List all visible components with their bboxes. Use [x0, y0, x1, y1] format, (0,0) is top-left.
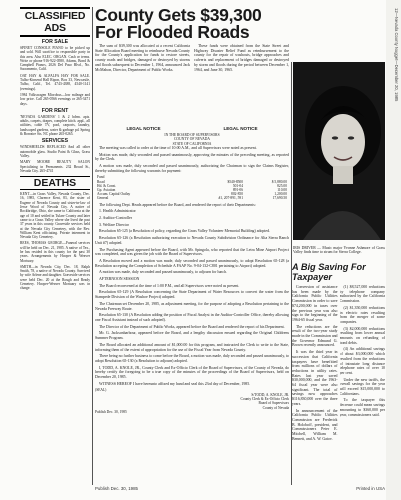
board-header: IN THE BOARD OF SUPERVISORS	[164, 133, 220, 137]
fund-cell: Gp. Aviation	[97, 188, 116, 193]
taxpayer-headline: A Big Saving For Taxpayer	[292, 262, 366, 282]
main-story-col2	[194, 44, 289, 122]
story-paragraph: These funds were obtained from the State Street and Highway Disaster Relief Fund as reimbursement to the county for the repair of washouts, bridge approaches and culverts and replacement of bridges damaged or destroyed by storm and floods during the period between December 1, 1964, and June 30, 1965.	[194, 44, 289, 72]
services-header: SERVICES	[41, 138, 69, 145]
signature-title: County Clerk & Ex-Officio Clerk	[240, 397, 289, 402]
main-story-col1	[95, 44, 190, 122]
legal-paragraph: The Chairman set December 20, 1985, as adjustment meeting, for the purpose of adopting a Resolution pertaining to the Nevada Freeway Route.	[95, 301, 289, 311]
legal-paragraph: The Board reconvened at the time of 1:00 P.M., and all Supervisors were noted as present.	[99, 283, 240, 288]
classified-ad: 1984 Volkswagen Microbus—low mileage and low price. Call 265-0566 evenings or 265-3471 days.	[20, 92, 90, 106]
legal-paragraph: I, TODD, A. KNOLE, JR., County Clerk and Ex-Officio Clerk of the Board of Supervisors, of the County of Nevada, do hereby certify the foregoing to be a true copy of the minutes of the proceedings of the Board of Supervisors, held on December 20, 1985.	[95, 365, 289, 380]
fund-cell: 17,690.50	[272, 196, 287, 201]
legal-paragraph: A Resolution moved and a motion was made, duly seconded and passed unanimously, to adopt Resolution 65-128 (a Resolution accepting the Completion of Schedule A FAAP No. 9-04-132-C801 pertaining to Airport) adopted.	[95, 258, 289, 268]
classified-ads-title: CLASSIFIED ADS	[20, 7, 90, 37]
legal-paragraphs	[95, 203, 289, 387]
death-notice: KENT—in Grass Valley, Nevada County, Dec. 16, 1985, Clarence Kent, 83, the sister of Eugene of Nevada County and sister-in-law of Jesse Wood of Nevada City. A native of Rockbridge, Ohio, she came to California at the age of 10 and settled in Tulare County and later came to a Grass Valley where she lived the past 37 years in this county. Graveside services held at the Nevada City Cemetery, with the Rev. William Kent officiating. Private interment in Nevada City Cemetery.	[20, 192, 90, 240]
fund-row	[95, 196, 289, 200]
classified-ad: OAT HAY & ALFALFA HAY FOR SALE. Tulbo-Kinsend Hall Ripon, Box 33, Newcastle, Tulbo, Calif., Tel. 4743-4388, 4540-1141 (evenings).	[20, 73, 90, 91]
fund-label: Fund	[97, 175, 105, 180]
legal-notice-header-left: LEGAL NOTICE	[126, 126, 161, 131]
taxpayer-col1	[292, 285, 338, 485]
legal-paragraph: The Purchasing Agent appeared before the Board, with Mr. Spingola, who reported that the Letra Mine Airport Project was completed, and was given the job with the Board of Supervisors.	[95, 247, 289, 257]
classified-ad: SPINET CONSOLE PIANO to be picked up and sold. Will sacrifice to responsible party in this area. Also ELEC. ORGAN. Cash or terms. Write or phone 916-922-0580, Adams, Bond & Campbell Pianos, 2026 Del Paso Blvd., No. Sacramento, Calif.	[20, 46, 90, 72]
fund-cell: Road	[97, 179, 105, 184]
legal-paragraph: Motion was made, duly seconded and passed unanimously, approving the minutes of the preceding meeting, as reported by the Clerk.	[95, 152, 289, 162]
legal-notice-headers	[95, 126, 289, 131]
fund-cell: 501-04	[232, 183, 244, 188]
classifieds-column	[20, 7, 90, 485]
legal-paragraph: A motion was made, duly seconded and passed unanimously, authorizing the Chairman to sign the Claims Register, thereby submitting the following warrants for payment:	[95, 164, 289, 173]
death-notice: REES, THOMAS GEORGE—Funeral services will be held on Dec. 21, 1985. A native of Tex., he has resided in this county for the past 30 years. Arrangements by Hooper & Weaver Mortuary.	[20, 241, 90, 263]
legal-paragraph: 2. Auditor-Controller	[99, 216, 132, 221]
fund-cell: 891-06	[232, 188, 244, 193]
fund-cell: 802-850	[231, 192, 244, 197]
taxpayer-paragraph: The reductions are the result of the two-year study made in the Commission and the Governor Edmund G. Brown recently announced.	[292, 324, 338, 348]
legal-paragraph: 3. Welfare Director	[99, 222, 129, 227]
legal-paragraph: WITNESS HEREOF I have hereunto affixed my hand and seal this 23rd day of December, 1985.	[99, 381, 251, 386]
taxpayer-paragraph: (1) $8,527,000 reductions by telephone company authorized by the California Commission.	[339, 285, 385, 304]
fund-cell: Accum. Capital Outlay	[97, 192, 131, 197]
legal-paragraph: There being no further business to come before the Board, a motion was made, duly seconded and passed unanimously, to adopt Resolution 65-130 (a Resolution to adjourn) adopted.	[95, 354, 289, 363]
legal-paragraph: The following Dept. Heads appeared before the Board, and rendered the report of their Departments:	[99, 202, 256, 207]
classified-ad: WINDSHIELDS REPLACED And all other automobile glass. Studio Paint & Glass, Grass Valley.	[20, 145, 90, 158]
fund-cell: #1, 207-891, 591	[218, 196, 244, 201]
column-divider	[92, 7, 93, 485]
main-headline-line2: For Flooded Roads	[95, 22, 250, 42]
signature-name: S/TODD, A. KNOLE, JR.	[251, 392, 289, 397]
story-paragraph: The sum of $39,300 was allocated at a recent California State Allocation Board meeting to reimburse Nevada County for the County's application for funds to restore streets, county roads and bridges, damaged or destroyed by storms and floods subsequent to December 1, 1964, announced Jack McMahon, Director, Department of Public Works.	[95, 44, 190, 72]
taxpayer-paragraph: It was the third year in succession that California taxpayers have benefitted from millions of dollars of reductions in utility rates. Rates last year saved $30,000,000, and the 1963-64 fiscal year were also significant. The total of savings now approaches $116,830,000 over the three years.	[292, 350, 338, 406]
fund-cell: 110.00	[277, 188, 287, 193]
legal-seal: (SEAL)	[95, 388, 107, 393]
taxpayer-paragraph: (2) $1,350,000 reductions in electric rates resulting from the merger of some companies.	[339, 305, 385, 324]
portrait-image	[293, 62, 385, 240]
photo-caption: IRIS DRIVER — Music major Yvonne Ashmore of Grass Valley finds time to strum for Sierra College.	[293, 245, 385, 255]
legal-paragraph: Resolution 65-130 (A Resolution adding the position of Fiscal Analyst in the Auditor-Controller Office, thereby allowing one Fiscal Assistant instead of such adopted).	[95, 313, 289, 322]
deaths-title: DEATHS	[20, 176, 90, 190]
legal-paragraph: The meeting was called to order at the time of 10:00 A.M., and all Supervisors were noted as present.	[99, 145, 257, 150]
fund-cell: 1,200.00	[274, 192, 287, 197]
classified-ad: 'NEVADA GARDENS' 1 & 2 bdrm. apts. adults, carpets, drapes, complete kitch. appl., all utilities, cable TV, pool, carports, laundry, landscaped gardens, water & garbage pd. Spring & Boreaire Sts. NC phone 265-0265.	[20, 114, 90, 137]
taxpayer-paragraph: To the taxpayer this decrease could mean savings amounting to $360,000 per year, commissioners said.	[339, 398, 385, 417]
classified-ad: MARY MOORE BEAUTY SALON Specializing in Permanents. 232 Broad St., Nevada City. 265-4741	[20, 160, 90, 173]
fund-table	[95, 175, 289, 200]
taxpayer-paragraph: Under the new tariffs, the overall savings for the year will exceed $15,000,000 to Californians.	[339, 377, 385, 396]
state-header: STATE OF CALIFORNIA	[172, 141, 212, 146]
legal-paragraph: Resolution 65-129 (A Resolution concerning the State Department of Water Resources to convert the water from the Stampede Division of the Washoe Project) adopted.	[95, 290, 289, 300]
legal-paragraph: The Board allocated an additional amount of $1,000.00 for this program, and instructed the Clerk to write to the State, informing them of the extent of appropriation for the use of the Fiscal Year from Nevada County.	[95, 342, 289, 352]
for-rent-header: FOR RENT	[41, 107, 69, 114]
legal-paragraph: Resolution 65-126 (a Resolution authorizing execution to Nevada County Subdivision Ordinance for Alta Sierra Ranch Unit #7) adopted.	[95, 236, 289, 245]
death-notice: SMITH—in Nevada City, Dec. 18, Ralph Smith, 78, a native of Nevada County. Survived by wife Arlene and daughter. Graveside services were held Dec. 20 at the Rough and Ready Cemetery. Hooper-Weaver Mortuary was in charge.	[20, 264, 90, 291]
footer-right: Printed in USA	[356, 486, 385, 491]
county-header: COUNTY OF NEVADA	[174, 137, 210, 142]
taxpayer-col2	[340, 285, 386, 485]
taxpayer-paragraph: (3) $2,000,000 reductions resulting from lower annual amounts on refunding of bond debts.	[339, 326, 385, 345]
page-footer	[95, 486, 385, 491]
legal-paragraph: Resolution 65-125 (a Resolution of policy, regarding the Grass Valley Volunteer Memorial Building) adopted.	[99, 229, 271, 234]
fund-cell: General	[97, 196, 109, 201]
legal-notice-header-right: LEGAL NOTICE	[223, 126, 258, 131]
publish-date: Publish Dec. 30, 1985	[95, 409, 127, 414]
taxpayer-paragraph: In announcement of the California Public Utilities Commission are Frederick B. Holoboff, president, and Commissioners Peter E. Mitchell, William M. Bennett, and A. W. Gatov.	[292, 408, 338, 441]
fund-cell: Hd. & Const.	[97, 183, 117, 188]
taxpayer-paragraph: Conversion of assistance has been made by the California Public Utilities Commission in order to save $74,200,000 in taxes over the previous year was also sign to the beginning of the 1964-65 fiscal year.	[292, 285, 338, 322]
legal-paragraph: 1. Health Administrator	[99, 209, 136, 214]
main-story	[95, 7, 383, 41]
fund-cell: 825.00	[277, 183, 287, 188]
page-folio: 12—Nevada County Nugget—December 20, 1985	[394, 8, 399, 102]
legal-paragraph: AFTERNOON SESSION	[99, 277, 140, 282]
main-headline-line1: County Gets $39,300	[95, 5, 262, 25]
portrait-photo	[293, 62, 385, 240]
footer-left: Publish Dec. 30, 1985	[95, 486, 138, 491]
column-divider	[291, 62, 292, 485]
fund-cell: $540-8500	[227, 179, 244, 184]
legal-paragraph: Mr. G. Jacksonbarbour, appeared before the Board, and a lengthy discussion ensued regarding the Original Childrens Summer Program.	[95, 331, 289, 341]
legal-notice-block	[95, 125, 289, 465]
for-sale-header: FOR SALE	[41, 39, 69, 45]
taxpayer-story	[292, 285, 385, 485]
legal-paragraph: A motion was made, duly seconded and passed unanimously, to adjourn for lunch.	[99, 270, 228, 275]
taxpayer-paragraph: (4) An additional savings of about $3,000,000 which resulted from the reductions of intrastate long distance telephone rates of over 10 per cent.	[339, 347, 385, 375]
signature-title: County of Nevada	[262, 405, 289, 410]
signature-title: Board of Supervisors	[258, 401, 289, 406]
legal-paragraph: The Director of the Department of Public Works, appeared before the Board and rendered the report of his Department.	[99, 324, 285, 329]
fund-cell: $ 5,880.00	[271, 179, 287, 184]
